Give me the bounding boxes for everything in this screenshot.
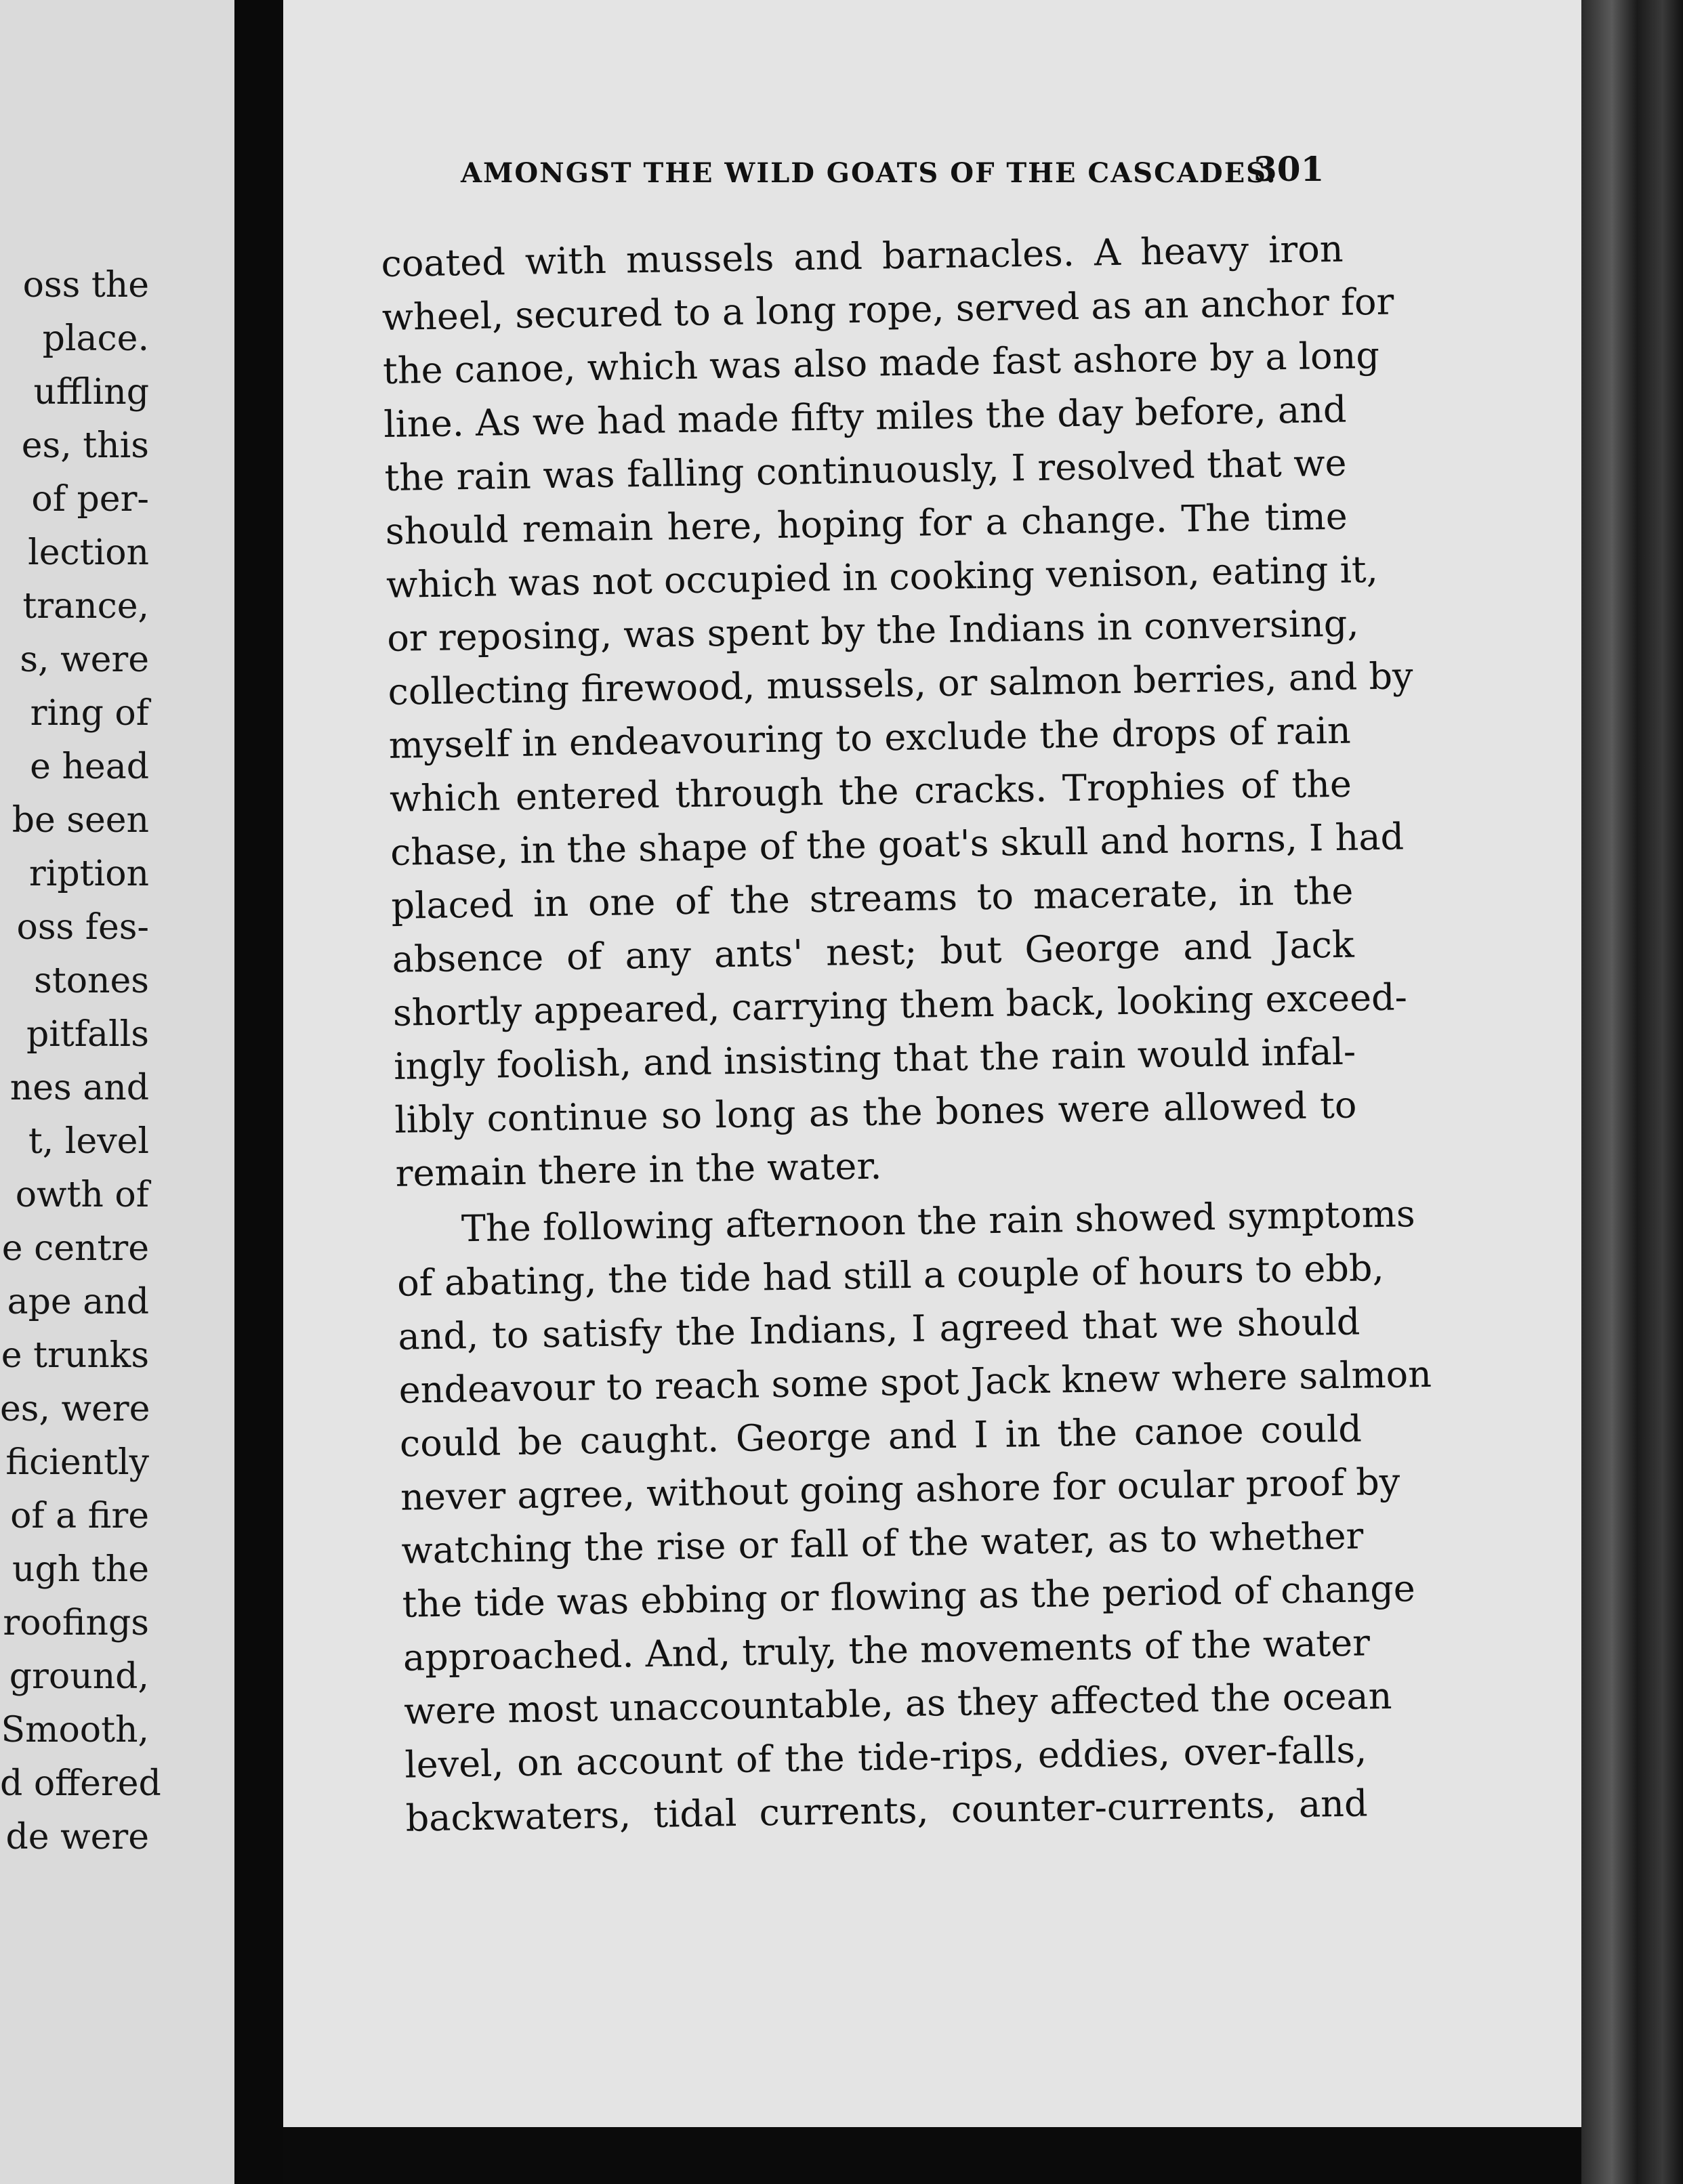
text-line: wheel, secured to a long rope, served as an anchor for bbox=[381, 280, 1394, 339]
text-line: endeavour to reach some spot Jack knew where salmon bbox=[398, 1352, 1432, 1412]
left-page-line: ape and bbox=[7, 1282, 149, 1322]
left-page-line: Smooth, bbox=[1, 1710, 149, 1750]
text-line: chase, in the shape of the goat's skull and horns, I had bbox=[390, 815, 1405, 874]
left-page-line: ugh the bbox=[12, 1549, 149, 1590]
text-line: coated with mussels and barnacles. A heavy iron bbox=[381, 227, 1344, 285]
left-page-line: ription bbox=[28, 854, 149, 894]
text-line: the tide was ebbing or flowing as the period of change bbox=[402, 1567, 1416, 1626]
running-head: AMONGST THE WILD GOATS OF THE CASCADES. bbox=[461, 157, 1277, 189]
left-page-line: place. bbox=[42, 318, 149, 359]
bottom-margin bbox=[283, 2127, 1581, 2184]
left-page-line: d offered bbox=[0, 1763, 161, 1804]
text-line: or reposing, was spent by the Indians in conversing, bbox=[386, 602, 1359, 660]
text-line: libly continue so long as the bones were allowed to bbox=[394, 1083, 1357, 1141]
text-line: the canoe, which was also made fast ashore by a long bbox=[382, 333, 1380, 392]
text-line: the rain was falling continuously, I resolved that we bbox=[384, 441, 1347, 499]
left-page-line: uffling bbox=[33, 372, 149, 413]
left-page-line: oss the bbox=[22, 265, 149, 306]
left-page-line: ficiently bbox=[5, 1442, 149, 1483]
book-gutter bbox=[234, 0, 283, 2184]
left-page-line: be seen bbox=[12, 800, 149, 841]
left-page-line: oss fes- bbox=[16, 907, 149, 948]
text-line: collecting firewood, mussels, or salmon berries, and by bbox=[388, 654, 1413, 713]
text-line: backwaters, tidal currents, counter-currents, and bbox=[405, 1782, 1368, 1840]
text-line: shortly appeared, carrying them back, looking exceed- bbox=[392, 975, 1408, 1034]
left-page-line: es, this bbox=[21, 425, 149, 466]
text-line: ingly foolish, and insisting that the rain would infal- bbox=[393, 1030, 1356, 1088]
page-number: 301 bbox=[1253, 149, 1325, 189]
text-line: were most unaccountable, as they affected the ocean bbox=[403, 1674, 1392, 1733]
text-line: remain there in the water. bbox=[395, 1144, 882, 1195]
text-line: absence of any ants' nest; but George and Jack bbox=[392, 923, 1355, 981]
left-page-line: ring of bbox=[30, 693, 149, 734]
left-page-line: s, were bbox=[20, 639, 149, 680]
left-page-line: t, level bbox=[28, 1121, 149, 1162]
left-page-line: roofings bbox=[3, 1603, 149, 1643]
left-page-line: e head bbox=[30, 747, 149, 787]
text-line: placed in one of the streams to macerate, in the bbox=[391, 869, 1354, 927]
text-line: of abating, the tide had still a couple of hours to ebb, bbox=[396, 1246, 1385, 1305]
text-line: which was not occupied in cooking venison, eating it, bbox=[386, 547, 1379, 606]
paragraph-1 bbox=[381, 222, 1413, 1200]
left-page bbox=[0, 0, 234, 2184]
left-page-line: e centre bbox=[1, 1228, 149, 1269]
left-page-line: owth of bbox=[15, 1175, 149, 1215]
text-line: could be caught. George and I in the canoe could bbox=[399, 1407, 1363, 1465]
text-line: line. As we had made fifty miles the day before, and bbox=[383, 387, 1347, 446]
paragraph-2 bbox=[396, 1188, 1432, 1845]
text-line: and, to satisfy the Indians, I agreed that we should bbox=[398, 1300, 1360, 1358]
left-page-line: trance, bbox=[22, 586, 149, 627]
text-line: never agree, without going ashore for ocular proof by bbox=[400, 1460, 1400, 1519]
left-page-line: of a fire bbox=[10, 1496, 149, 1536]
text-line: The following afternoon the rain showed symptoms bbox=[461, 1192, 1416, 1251]
page-edge bbox=[1581, 0, 1683, 2184]
text-line: level, on account of the tide-rips, eddies, over-falls, bbox=[404, 1728, 1367, 1786]
left-page-line: of per- bbox=[31, 479, 149, 520]
left-page-line: stones bbox=[34, 961, 149, 1001]
left-page-line: nes and bbox=[9, 1068, 149, 1108]
left-page-line: pitfalls bbox=[26, 1014, 149, 1055]
left-page-line: ground, bbox=[9, 1656, 149, 1697]
body-text bbox=[381, 222, 1432, 1845]
text-line: should remain here, hoping for a change. The time bbox=[385, 495, 1348, 553]
left-page-line: es, were bbox=[0, 1389, 150, 1429]
left-page-line: e trunks bbox=[1, 1335, 149, 1376]
left-page-text bbox=[0, 259, 161, 1864]
text-line: myself in endeavouring to exclude the drops of rain bbox=[388, 709, 1352, 767]
left-page-line: de were bbox=[5, 1817, 149, 1857]
text-line: approached. And, truly, the movements of the water bbox=[402, 1621, 1371, 1679]
text-line: watching the rise or fall of the water, as to whether bbox=[400, 1514, 1364, 1572]
text-line: which entered through the cracks. Trophies of the bbox=[389, 762, 1352, 820]
left-page-line: lection bbox=[28, 532, 149, 573]
